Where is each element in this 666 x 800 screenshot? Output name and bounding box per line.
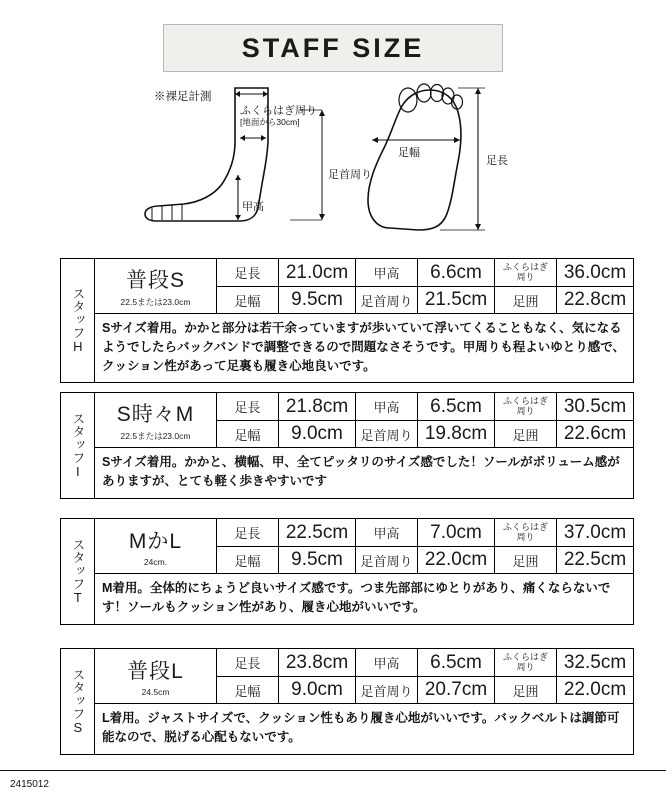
staff-side-label: スタッフI (61, 393, 95, 498)
value-girth: 22.6cm (563, 423, 627, 444)
key-calf-line2: 周り (516, 661, 535, 672)
staff-size-name (95, 649, 217, 703)
measure-row-2 (217, 420, 633, 447)
value-ankle: 21.5cm (418, 287, 495, 313)
key-instep: 甲高 (356, 519, 418, 546)
foot-width-label: 足幅 (398, 147, 420, 159)
value-girth: 22.0cm (563, 679, 627, 700)
value-instep: 6.5cm (418, 393, 495, 420)
key-instep: 甲高 (356, 649, 418, 676)
key-length: 足長 (217, 393, 279, 420)
page-title-text: STAFF SIZE (241, 32, 425, 63)
key-calf-line1: ふくらはぎ (502, 262, 548, 273)
key-length: 足長 (217, 519, 279, 546)
foot-width-head-right (454, 137, 460, 143)
measure-row-1 (217, 259, 633, 286)
staff-size-sub: 22.5または23.0cm (120, 296, 191, 307)
staff-side-label: スタッフT (61, 519, 95, 624)
measure-row-2 (217, 546, 633, 573)
key-calf-line2: 周り (516, 531, 535, 542)
key-width: 足幅 (217, 421, 279, 447)
key-girth: 足囲 (495, 677, 557, 703)
key-instep: 甲高 (356, 393, 418, 420)
staff-size-sub: 22.5または23.0cm (120, 430, 191, 441)
measure-row-2 (217, 286, 633, 313)
value-girth: 22.5cm (563, 549, 627, 570)
measurement-diagram (140, 80, 530, 245)
ankle-height-head-top (319, 110, 325, 116)
value-ankle: 22.0cm (418, 547, 495, 573)
barefoot-note: ※裸足計測 (154, 91, 212, 103)
value-length: 22.5cm (279, 519, 356, 546)
ankle-arrow-head-right (261, 135, 266, 141)
value-width: 9.5cm (279, 547, 356, 573)
diagram-svg (140, 80, 530, 245)
key-girth: 足囲 (495, 547, 557, 573)
value-width: 9.5cm (279, 287, 356, 313)
key-calf-line2: 周り (516, 271, 535, 282)
staff-size-title: MかL (128, 529, 183, 553)
measure-row-2 (217, 676, 633, 703)
staff-comment: Sサイズ着用。かかと、横幅、甲、全てピッタリのサイズ感でした！ソールがボリューム感がありますが、とても軽く歩きやすいです (95, 447, 633, 498)
foot-length-head-top (475, 88, 481, 94)
product-code: 2415012 (10, 779, 49, 790)
value-instep: 6.6cm (418, 259, 495, 286)
staff-size-sub: 24cm. (143, 556, 168, 567)
key-instep: 甲高 (356, 259, 418, 286)
ankle-height-head-bottom (319, 214, 325, 220)
foot-length-label: 足長 (486, 155, 508, 167)
ankle-label: 足首周り (328, 169, 372, 181)
value-calf: 30.5cm (563, 395, 627, 417)
value-width: 9.0cm (279, 677, 356, 703)
key-width: 足幅 (217, 677, 279, 703)
key-calf (495, 519, 557, 546)
staff-comment: Sサイズ着用。かかと部分は若干余っていますが歩いていて浮いてくることもなく、気になるようでしたらバックバンドで調整できるので問題なさそうです。甲周りも程よいゆとり感で、クッション性があって足裏も履き心地良いです。 (95, 313, 633, 382)
key-width: 足幅 (217, 547, 279, 573)
value-instep: 7.0cm (418, 519, 495, 546)
staff-block-h (60, 258, 634, 383)
key-ankle: 足首周り (356, 287, 418, 313)
calf-sublabel: [地面から30cm] (240, 117, 300, 127)
measure-grid (217, 259, 633, 313)
toe-1 (399, 88, 417, 112)
key-calf (495, 393, 557, 420)
staff-block-s (60, 648, 634, 755)
staff-size-name (95, 519, 217, 573)
staff-block-t (60, 518, 634, 625)
value-length: 21.0cm (279, 259, 356, 286)
key-calf-line1: ふくらはぎ (502, 396, 548, 407)
measure-row-1 (217, 519, 633, 546)
measure-row-1 (217, 393, 633, 420)
instep-label: 甲高 (242, 201, 264, 213)
value-ankle: 19.8cm (418, 421, 495, 447)
ankle-arrow-head-left (240, 135, 245, 141)
key-ankle: 足首周り (356, 547, 418, 573)
measure-grid (217, 519, 633, 573)
toe-3 (431, 85, 444, 102)
instep-arrow-head-top (235, 175, 241, 180)
toe-2 (417, 84, 431, 102)
key-ankle: 足首周り (356, 677, 418, 703)
measure-grid (217, 649, 633, 703)
value-length: 23.8cm (279, 649, 356, 676)
value-length: 21.8cm (279, 393, 356, 420)
measure-grid (217, 393, 633, 447)
staff-comment: M着用。全体的にちょうど良いサイズ感です。つま先部部にゆとりがあり、痛くならないです！ソールもクッション性があり、履き心地がいいです。 (95, 573, 633, 624)
key-ankle: 足首周り (356, 421, 418, 447)
key-calf-line1: ふくらはぎ (502, 652, 548, 663)
calf-label: ふくらはぎ周り (240, 105, 317, 117)
key-girth: 足囲 (495, 421, 557, 447)
page-title (163, 24, 503, 72)
key-girth: 足囲 (495, 287, 557, 313)
measure-row-1 (217, 649, 633, 676)
footer (0, 770, 666, 800)
foot-length-head-bottom (475, 224, 481, 230)
staff-side-label: スタッフH (61, 259, 95, 382)
key-length: 足長 (217, 259, 279, 286)
foot-width-head-left (372, 137, 378, 143)
staff-comment: L着用。ジャストサイズで、クッション性もあり履き心地がいいです。バックベルトは調節可能なので、脱げる心配もないです。 (95, 703, 633, 754)
key-width: 足幅 (217, 287, 279, 313)
staff-size-sub: 24.5cm (141, 686, 170, 697)
staff-size-title: 普段S (125, 268, 185, 292)
key-calf-line1: ふくらはぎ (502, 522, 548, 533)
value-instep: 6.5cm (418, 649, 495, 676)
instep-arrow-head-bottom (235, 215, 241, 220)
top-foot-outline (368, 90, 461, 230)
staff-size-name (95, 259, 217, 313)
key-calf (495, 259, 557, 286)
staff-side-label: スタッフS (61, 649, 95, 754)
value-width: 9.0cm (279, 421, 356, 447)
key-length: 足長 (217, 649, 279, 676)
key-calf (495, 649, 557, 676)
staff-size-name (95, 393, 217, 447)
value-girth: 22.8cm (563, 289, 627, 310)
staff-size-title: S時々M (116, 402, 195, 426)
value-calf: 36.0cm (563, 261, 627, 283)
value-calf: 32.5cm (563, 651, 627, 673)
staff-block-i (60, 392, 634, 499)
value-calf: 37.0cm (563, 521, 627, 543)
key-calf-line2: 周り (516, 405, 535, 416)
staff-size-title: 普段L (127, 659, 184, 683)
value-ankle: 20.7cm (418, 677, 495, 703)
